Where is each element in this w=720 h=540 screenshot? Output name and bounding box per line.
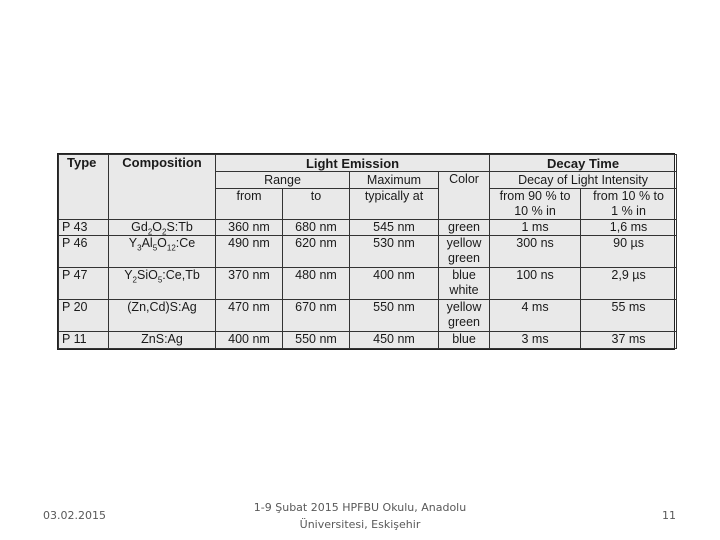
footer-event-line2: Üniversitesi, Eskişehir xyxy=(299,518,421,531)
cell-range-to: 670 nm xyxy=(283,299,350,331)
header-light-emission: Light Emission xyxy=(216,155,490,172)
color-line2: green xyxy=(448,251,481,266)
cell-type: P 43 xyxy=(59,220,109,236)
header-range: Range xyxy=(216,172,350,189)
cell-type: P 20 xyxy=(59,299,109,331)
formula-subscript: 2 xyxy=(162,227,167,236)
header-decay-90-line1: from 90 % to xyxy=(499,189,571,203)
formula-subscript: 3 xyxy=(137,243,142,253)
phosphor-properties-table xyxy=(58,154,677,349)
formula-part: Gd xyxy=(131,220,148,235)
cell-decay-90-to-10: 300 ns xyxy=(490,236,581,268)
cell-color xyxy=(439,331,490,348)
formula-part: Y xyxy=(124,268,133,283)
color-line1: green xyxy=(448,220,481,235)
formula-part: :Ce xyxy=(175,236,196,251)
cell-composition xyxy=(109,236,216,268)
cell-range-to: 480 nm xyxy=(283,268,350,300)
header-maximum: Maximum xyxy=(350,172,439,189)
cell-range-to: 680 nm xyxy=(283,220,350,236)
color-line2: green xyxy=(448,314,481,329)
header-decay-10-line1: from 10 % to xyxy=(593,189,664,203)
formula-subscript: 5 xyxy=(152,243,158,253)
footer-event xyxy=(250,499,470,533)
phosphor-table-image xyxy=(57,153,675,350)
header-decay-90-line2: 10 % in xyxy=(514,204,556,218)
cell-maximum: 450 nm xyxy=(350,331,439,348)
cell-maximum: 550 nm xyxy=(350,299,439,331)
header-decay-10-to-1 xyxy=(581,189,677,220)
header-decay-time: Decay Time xyxy=(490,155,677,172)
cell-maximum: 530 nm xyxy=(350,236,439,268)
color-line1: blue xyxy=(452,268,476,283)
cell-composition xyxy=(109,299,216,331)
header-from: from xyxy=(216,189,283,220)
cell-type: P 46 xyxy=(59,236,109,268)
cell-range-from: 400 nm xyxy=(216,331,283,348)
header-type: Type xyxy=(59,155,109,220)
table-row xyxy=(59,331,677,348)
cell-decay-90-to-10: 4 ms xyxy=(490,299,581,331)
cell-decay-90-to-10: 3 ms xyxy=(490,331,581,348)
page-number: 11 xyxy=(662,509,676,522)
cell-composition xyxy=(109,331,216,348)
cell-range-from: 490 nm xyxy=(216,236,283,268)
color-line1: yellow xyxy=(446,299,482,314)
formula-subscript: 12 xyxy=(166,243,176,253)
formula-part: O xyxy=(152,220,162,235)
cell-range-from: 470 nm xyxy=(216,299,283,331)
cell-range-from: 360 nm xyxy=(216,220,283,236)
header-decay-90-to-10 xyxy=(490,189,581,220)
formula-subscript: 5 xyxy=(157,275,163,285)
header-to: to xyxy=(283,189,350,220)
header-typically-at: typically at xyxy=(350,189,439,220)
header-decay-10-line2: 1 % in xyxy=(611,204,646,218)
cell-type: P 47 xyxy=(59,268,109,300)
table-row xyxy=(59,268,677,300)
table-row xyxy=(59,236,677,268)
formula-subscript: 2 xyxy=(147,227,153,236)
cell-maximum: 545 nm xyxy=(350,220,439,236)
table-row xyxy=(59,220,677,236)
formula-part: (Zn,Cd)S:Ag xyxy=(127,299,197,314)
formula-part: ZnS:Ag xyxy=(141,332,183,347)
footer-event-line1: 1-9 Şubat 2015 HPFBU Okulu, Anadolu xyxy=(253,501,467,514)
footer-date: 03.02.2015 xyxy=(43,509,106,522)
table-row xyxy=(59,299,677,331)
color-line1: yellow xyxy=(446,236,482,251)
formula-part: SiO xyxy=(136,268,158,283)
cell-decay-90-to-10: 1 ms xyxy=(490,220,581,236)
cell-range-to: 620 nm xyxy=(283,236,350,268)
formula-part: Al xyxy=(141,236,153,251)
cell-color xyxy=(439,299,490,331)
formula-part: S:Tb xyxy=(166,220,193,235)
formula-part: O xyxy=(157,236,167,251)
cell-color xyxy=(439,236,490,268)
formula-subscript: 2 xyxy=(132,275,137,285)
cell-composition xyxy=(109,268,216,300)
cell-decay-10-to-1: 37 ms xyxy=(581,331,677,348)
cell-decay-10-to-1: 90 µs xyxy=(581,236,677,268)
cell-decay-10-to-1: 55 ms xyxy=(581,299,677,331)
header-decay-of-light-intensity: Decay of Light Intensity xyxy=(490,172,677,189)
cell-decay-90-to-10: 100 ns xyxy=(490,268,581,300)
cell-decay-10-to-1: 1,6 ms xyxy=(581,220,677,236)
cell-maximum: 400 nm xyxy=(350,268,439,300)
color-line1: blue xyxy=(452,332,476,347)
cell-range-from: 370 nm xyxy=(216,268,283,300)
cell-color xyxy=(439,220,490,236)
cell-composition xyxy=(109,220,216,236)
header-composition: Composition xyxy=(109,155,216,220)
cell-range-to: 550 nm xyxy=(283,331,350,348)
cell-type: P 11 xyxy=(59,331,109,348)
formula-part: Y xyxy=(128,236,138,251)
cell-color xyxy=(439,268,490,300)
color-line2: white xyxy=(449,283,479,298)
header-color: Color xyxy=(439,172,490,220)
cell-decay-10-to-1: 2,9 µs xyxy=(581,268,677,300)
formula-part: :Ce,Tb xyxy=(162,268,200,283)
